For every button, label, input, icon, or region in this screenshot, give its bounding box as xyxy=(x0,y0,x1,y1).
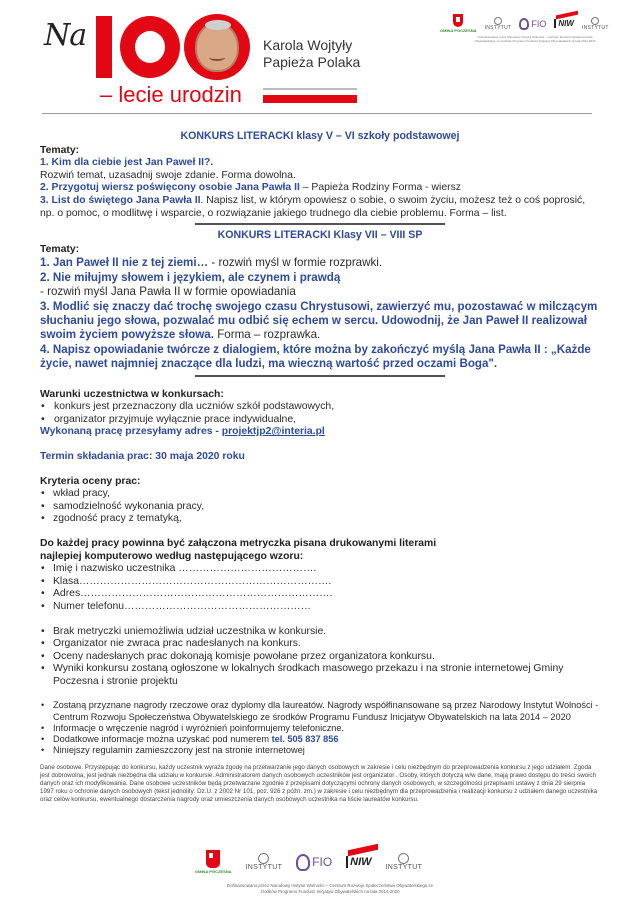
sponsor-logos-bottom xyxy=(195,850,422,874)
pope-portrait-image xyxy=(184,14,250,80)
contest-2-topic-1: 1. Jan Paweł II nie z tej ziemi… - rozwiń myśl w formie rozprawki. xyxy=(40,256,383,270)
lightbulb-icon xyxy=(519,18,529,30)
form-intro-line2: najlepiej komputerowo według następującego wzoru: xyxy=(40,550,304,562)
lightbulb-icon xyxy=(296,854,310,871)
conditions-label: Warunki uczestnictwa w konkursach: xyxy=(40,388,224,400)
contest-1-topic-2: 2. Przygotuj wiersz poświęcony osobie Jana Pawła II – Papieża Rodziny Forma - wiersz xyxy=(40,182,461,194)
contest-2-topic-4: 4. Napisz opowiadanie twórcze z dialogiem, które można by zakończyć myślą Jana Pawła II : „Każde życie, nawet najmniej znaczące dla ludzi, ma wieczną wartość przed oczami Boga". xyxy=(40,342,591,371)
list-item: • Niniejszy regulamin zamieszczony jest na stronie internetowej xyxy=(40,745,600,756)
contest-1-section xyxy=(40,130,600,220)
gdpr-notice: Dane osobowe. Przystępując do konkursu, każdy uczestnik wyraża zgodę na przetwarzanie jego danych osobowych w zakresie i celu niezbędnym do przeprowadzenia konkursu z jego udziałem. Zgoda jest dobrowolna, jest jednak niezbędna dla udziału w konkursie. Administratorem danych osobowych uczestników jest organizator . Osoby, których dotyczą w/w dane, mają prawo dostępu do treści swoich danych oraz ich modyfikowania. Dane osobowe uczestników będą przetwarzane zgodnie z przepisami dotyczącymi ochrony danych osobowych, w szczególności przepisami ustawy z dnia 29 sierpnia 1997 roku o ochronie danych osobowych (tekst jednolity: Dz.U. z 2002 Nr 101, poz. 926 z późn. zm.) w zakresie i celu niezbędnym dla przeprowadzenia i realizacji konkursu z udziałem danego uczestnika oraz celów konkursu, ewentualnego dostarczenia nagrody oraz umieszczenia danych osobowych uczestnika na liście laureatów konkursu. xyxy=(40,764,598,804)
form-intro-line1: Do każdej pracy powinna być załączona metryczka pisana drukowanymi literami xyxy=(40,537,437,549)
list-item: • Oceny nadesłanych prac dokonają komisje powołane przez organizatora konkursu. xyxy=(40,651,600,664)
prizes-list xyxy=(40,700,600,756)
list-item: • Wyniki konkursu zostaną ogłoszone w lokalnych środkach masowego przekazu i na stronie internetowej Gminy Poczesna i stronie projektu xyxy=(40,663,600,688)
phone-number: tel. 505 837 856 xyxy=(271,734,339,745)
criteria-label: Kryteria oceny prac: xyxy=(40,475,141,487)
contest-1-title: KONKURS LITERACKI klasy V – VI szkoły podstawowej xyxy=(180,130,460,142)
gmina-crest-logo: GMINA POCZESNA xyxy=(195,850,232,874)
contest-2-section xyxy=(40,229,600,371)
list-item: • Adres………………………………………………………………. xyxy=(40,588,600,601)
polish-flag-stripe xyxy=(263,88,357,103)
topics-label: Tematy: xyxy=(40,144,80,156)
list-item: • Informacje o wręczenie nagród i wyróżnień poinformujemy telefoniczne. xyxy=(40,723,600,734)
contest-2-title: KONKURS LITERACKI Klasy VII – VIII SP xyxy=(217,229,423,242)
contest-1-topic-3: 3. List do świętego Jana Pawła II. Napisz list, w którym opowiesz o sobie, o swoim życiu, możesz też o coś poprosić, np. o pomoc, o modlitwę i wsparcie, o rozwiązanie jakiego trudnego dla ciebie problemu. Forma – list. xyxy=(40,194,586,219)
list-item: • wkład pracy, xyxy=(40,488,600,501)
header-title-line2: Papieża Polaka xyxy=(263,54,361,70)
list-item: • Brak metryczki uniemożliwia udział uczestnika w konkursie. xyxy=(40,626,600,639)
logo-na-script: Na xyxy=(44,18,87,53)
submission-line: Wykonaną pracę przesyłamy adres - projektjp2@interia.pl xyxy=(40,426,325,438)
contest-1-topic-1: 1. Kim dla ciebie jest Jan Paweł II?. xyxy=(40,157,214,169)
gmina-crest-logo: GMINA POCZESNA xyxy=(440,14,477,33)
fio-logo: FIO xyxy=(519,18,546,30)
conditions-list xyxy=(40,401,600,426)
deadline: Termin składania prac: 30 maja 2020 roku xyxy=(40,450,245,462)
email-link[interactable]: projektjp2@interia.pl xyxy=(221,426,325,438)
sponsor-logos-top xyxy=(440,14,609,33)
contest-2-topic-3: 3. Modlić się znaczy dać trochę swojego czasu Chrystusowi, zawierzyć mu, pozostawać w milczącym słuchaniu jego słowa, pozwalać mu odbić się echem w sercu. Udowodnij, że Jan Paweł II realizował swoim życiem powyższe słowa. Forma – rozprawka. xyxy=(40,299,598,342)
document-body xyxy=(40,130,600,804)
header-title-line1: Karola Wojtyły xyxy=(263,37,353,53)
conditions-section xyxy=(40,389,600,439)
list-item: • zgodność pracy z tematyką, xyxy=(40,513,600,526)
niw-logo: NIW xyxy=(346,856,371,868)
rules-list xyxy=(40,626,600,689)
contest-2-topic-2-desc: - rozwiń myśl Jana Pawła II w formie opowiadania xyxy=(40,285,296,299)
header-divider xyxy=(42,113,592,114)
list-item: • Numer telefonu……………………………………………… xyxy=(40,601,600,614)
header-title xyxy=(263,37,360,71)
list-item: • konkurs jest przeznaczony dla uczniów szkół podstawowych, xyxy=(40,401,600,414)
header xyxy=(0,0,636,118)
list-item: • samodzielność wykonania pracy, xyxy=(40,501,600,514)
instytut-logo-2: INSTYTUT xyxy=(386,853,423,871)
logo-digit-one xyxy=(96,16,112,78)
header-subtitle: – lecie urodzin xyxy=(100,82,242,107)
list-item: • Organizator nie zwraca prac nadesłanych na konkurs. xyxy=(40,638,600,651)
logo-100 xyxy=(96,14,250,80)
topics-label: Tematy: xyxy=(40,243,80,255)
form-fields-list xyxy=(40,563,600,613)
fio-logo: FIO xyxy=(296,854,332,871)
section-divider xyxy=(195,375,445,377)
instytut-logo: INSTYTUT xyxy=(485,17,512,31)
instytut-logo-2: INSTYTUT xyxy=(582,17,609,31)
list-item: • Imię i nazwisko uczestnika …………………………………. xyxy=(40,563,600,576)
criteria-list xyxy=(40,488,600,526)
section-divider xyxy=(195,223,445,225)
niw-logo: NIW xyxy=(554,19,574,28)
form-template-section xyxy=(40,538,600,614)
list-item: • Klasa………………………………………………………………. xyxy=(40,576,600,589)
list-item: • Dodatkowe informacje można uzyskać pod numerem tel. 505 837 856 xyxy=(40,734,600,745)
sponsor-caption-bottom: Dofinansowano przez Narodowy Instytut Wolności – Centrum Rozwoju Społeczeństwa Obywatelskiego ze środków Programu Fundusz Inicjatyw Obywatelskich na lata 2014-2020 xyxy=(226,883,434,894)
contest-1-topic-1-desc: Rozwiń temat, uzasadnij swoje zdanie. Forma dowolna. xyxy=(40,169,296,181)
list-item: • Zostaną przyznane nagrody rzeczowe oraz dyplomy dla laureatów. Nagrody współfinansowane są przez Narodowy Instytut Wolności - Centrum Rozwoju Społeczeństwa Obywatelskiego ze środków Programu Fundusz Inicjatyw Obywatelskich na lata 2014 – 2020 xyxy=(40,700,600,722)
logo-digit-zero xyxy=(120,16,180,78)
list-item: • organizator przyjmuje wyłącznie prace indywidualne, xyxy=(40,414,600,427)
instytut-logo: INSTYTUT xyxy=(246,853,283,871)
criteria-section xyxy=(40,476,600,526)
sponsor-caption-top: Dofinansowano przez Narodowy Instytut Wolności – Centrum Rozwoju Społeczeństwa Obywatelskiego ze środków Programu Fundusz Inicjatyw Obywatelskich na lata 2014-2020 xyxy=(474,35,596,43)
contest-2-topic-2: 2. Nie miłujmy słowem i językiem, ale czynem i prawdą xyxy=(40,270,341,284)
